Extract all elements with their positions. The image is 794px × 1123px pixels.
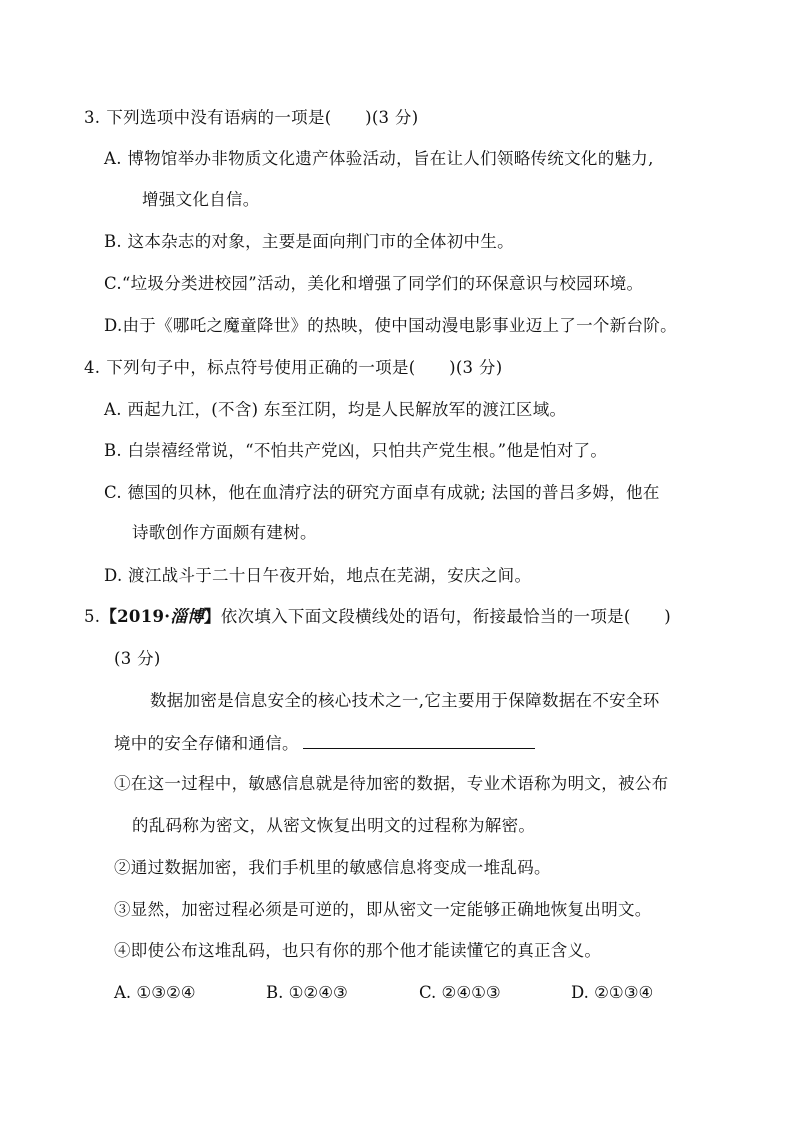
q5-choice-a — [114, 982, 196, 1004]
q5-sentence-1-continued: 的乱码称为密文，从密文恢复出明文的过程称为解密。 — [132, 816, 536, 835]
q3-option-d — [104, 315, 677, 337]
q3-option-a-continued: 增强文化自信。 — [142, 190, 260, 209]
q3-option-b-text: 这本杂志的对象，主要是面向荆门市的全体初中生。 — [127, 232, 514, 251]
q3-number: 3. — [84, 108, 101, 127]
q3-option-a — [104, 148, 654, 170]
q5-number: 5. — [84, 607, 101, 626]
q5-passage-line-1: 数据加密是信息安全的核心技术之一,它主要用于保障数据在不安全环 — [150, 691, 660, 710]
q4-option-a-label: A. — [104, 400, 122, 419]
q3-option-d-text: 由于《哪吒之魔童降世》的热映，使中国动漫电影事业迈上了一个新台阶。 — [122, 316, 677, 335]
q4-stem: 下列句子中，标点符号使用正确的一项是( )(3 分) — [106, 358, 503, 377]
q4-option-c-text: 德国的贝林，他在血清疗法的研究方面卓有成就; 法国的普吕多姆，他在 — [127, 483, 660, 502]
q4-option-d — [104, 565, 531, 587]
q3-option-c — [104, 273, 643, 295]
q5-stem: 依次填入下面文段横线处的语句，衔接最恰当的一项是( ) — [220, 607, 672, 626]
q3-stem: 下列选项中没有语病的一项是( )(3 分) — [106, 108, 419, 127]
q5-choice-b-value: ①②④③ — [288, 983, 348, 1002]
q4-option-c — [104, 482, 660, 504]
q5-choice-c-label: C. — [419, 983, 437, 1002]
q5-choice-d — [571, 982, 653, 1004]
q5-sentence-3: ③显然，加密过程必须是可逆的，即从密文一定能够正确地恢复出明文。 — [114, 900, 652, 919]
q5-source-open: 【2019· — [100, 607, 171, 626]
q4-option-d-text: 渡江战斗于二十日午夜开始，地点在芜湖，安庆之间。 — [128, 566, 532, 585]
q3-option-a-text: 博物馆举办非物质文化遗产体验活动，旨在让人们领略传统文化的魅力, — [127, 149, 654, 168]
q4-option-a-text: 西起九江，(不含) 东至江阴，均是人民解放军的渡江区域。 — [127, 400, 567, 419]
q5-source-close: 】 — [203, 607, 221, 626]
q5-choice-a-label: A. — [114, 983, 132, 1002]
q4-option-b — [104, 440, 607, 462]
q3-stem-line — [84, 107, 418, 129]
q4-option-a — [104, 399, 566, 421]
q3-option-c-label: C. — [104, 274, 122, 293]
q5-answer-blank — [303, 732, 535, 749]
q5-choice-d-label: D. — [571, 983, 589, 1002]
q5-choice-b-label: B. — [266, 983, 284, 1002]
q5-source-place: 淄博 — [170, 607, 204, 626]
q5-choice-a-value: ①③②④ — [136, 983, 196, 1002]
q5-stem-line — [84, 606, 671, 628]
q4-option-b-text: 白崇禧经常说，“不怕共产党凶，只怕共产党生根。”他是怕对了。 — [127, 441, 608, 460]
q3-option-c-text: “垃圾分类进校园”活动，美化和增强了同学们的环保意识与校园环境。 — [121, 274, 644, 293]
q5-sentence-2: ②通过数据加密，我们手机里的敏感信息将变成一堆乱码。 — [114, 858, 551, 877]
q5-choice-c-value: ②④①③ — [441, 983, 501, 1002]
q5-passage-line-2-text: 境中的安全存储和通信。 — [114, 734, 299, 753]
q4-number: 4. — [84, 358, 101, 377]
q5-choice-d-value: ②①③④ — [594, 983, 654, 1002]
q5-passage-line-2 — [114, 732, 535, 755]
q4-option-d-label: D. — [104, 566, 123, 585]
q4-option-c-continued: 诗歌创作方面颇有建树。 — [132, 523, 317, 542]
q5-choice-b — [266, 982, 348, 1004]
q5-score: (3 分) — [114, 649, 161, 668]
q4-option-b-label: B. — [104, 441, 122, 460]
q4-stem-line — [84, 357, 502, 379]
q4-option-c-label: C. — [104, 483, 122, 502]
q3-option-b — [104, 231, 514, 253]
q3-option-a-label: A. — [104, 149, 122, 168]
q3-option-d-label: D. — [104, 316, 123, 335]
q5-choice-c — [419, 982, 501, 1004]
q3-option-b-label: B. — [104, 232, 122, 251]
q5-sentence-4: ④即使公布这堆乱码，也只有你的那个他才能读懂它的真正含义。 — [114, 941, 602, 960]
q5-sentence-1: ①在这一过程中，敏感信息就是待加密的数据，专业术语称为明文，被公布 — [114, 774, 669, 793]
